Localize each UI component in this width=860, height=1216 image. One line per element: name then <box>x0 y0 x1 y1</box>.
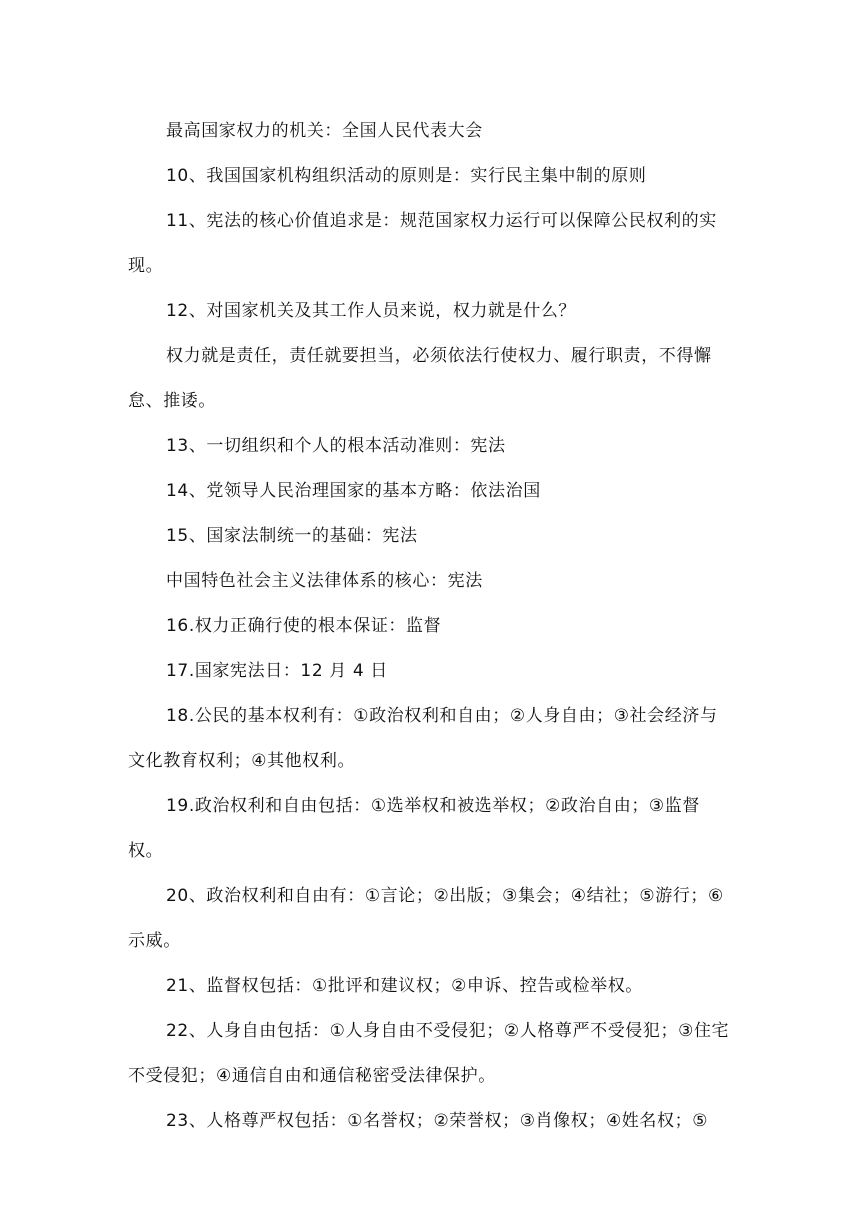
paragraph-13: 13、一切组织和个人的根本活动准则：宪法 <box>166 436 506 456</box>
paragraph-18: 18.公民的基本权利有：①政治权利和自由；②人身自由；③社会经济与文化教育权利；④其他权利。 <box>128 706 718 771</box>
paragraph-23: 23、人格尊严权包括：①名誉权；②荣誉权；③肖像权；④姓名权；⑤ <box>166 1111 709 1131</box>
paragraph-11: 11、宪法的核心价值追求是：规范国家权力运行可以保障公民权利的实现。 <box>128 211 717 276</box>
paragraph-12: 12、对国家机关及其工作人员来说，权力就是什么？ <box>166 301 577 321</box>
paragraph-19: 19.政治权利和自由包括：①选举权和被选举权；②政治自由；③监督权。 <box>128 796 700 861</box>
document-body <box>128 109 734 1144</box>
paragraph-15: 15、国家法制统一的基础：宪法 <box>166 526 418 546</box>
paragraph-16: 16.权力正确行使的根本保证：监督 <box>166 616 442 636</box>
paragraph-21: 21、监督权包括：①批评和建议权；②申诉、控告或检举权。 <box>166 976 643 996</box>
paragraph-highest-state-organ: 最高国家权力的机关：全国人民代表大会 <box>166 121 483 141</box>
paragraph-17: 17.国家宪法日：12 月 4 日 <box>166 661 388 681</box>
paragraph-20: 20、政治权利和自由有：①言论；②出版；③集会；④结社；⑤游行；⑥示威。 <box>128 886 724 951</box>
paragraph-14: 14、党领导人民治理国家的基本方略：依法治国 <box>166 481 541 501</box>
paragraph-12-answer: 权力就是责任，责任就要担当，必须依法行使权力、履行职责，不得懈怠、推诿。 <box>128 346 712 411</box>
paragraph-10: 10、我国国家机构组织活动的原则是：实行民主集中制的原则 <box>166 166 647 186</box>
paragraph-22: 22、人身自由包括：①人身自由不受侵犯；②人格尊严不受侵犯；③住宅不受侵犯；④通信自由和通信秘密受法律保护。 <box>128 1021 730 1086</box>
paragraph-15-extra: 中国特色社会主义法律体系的核心：宪法 <box>166 571 483 591</box>
